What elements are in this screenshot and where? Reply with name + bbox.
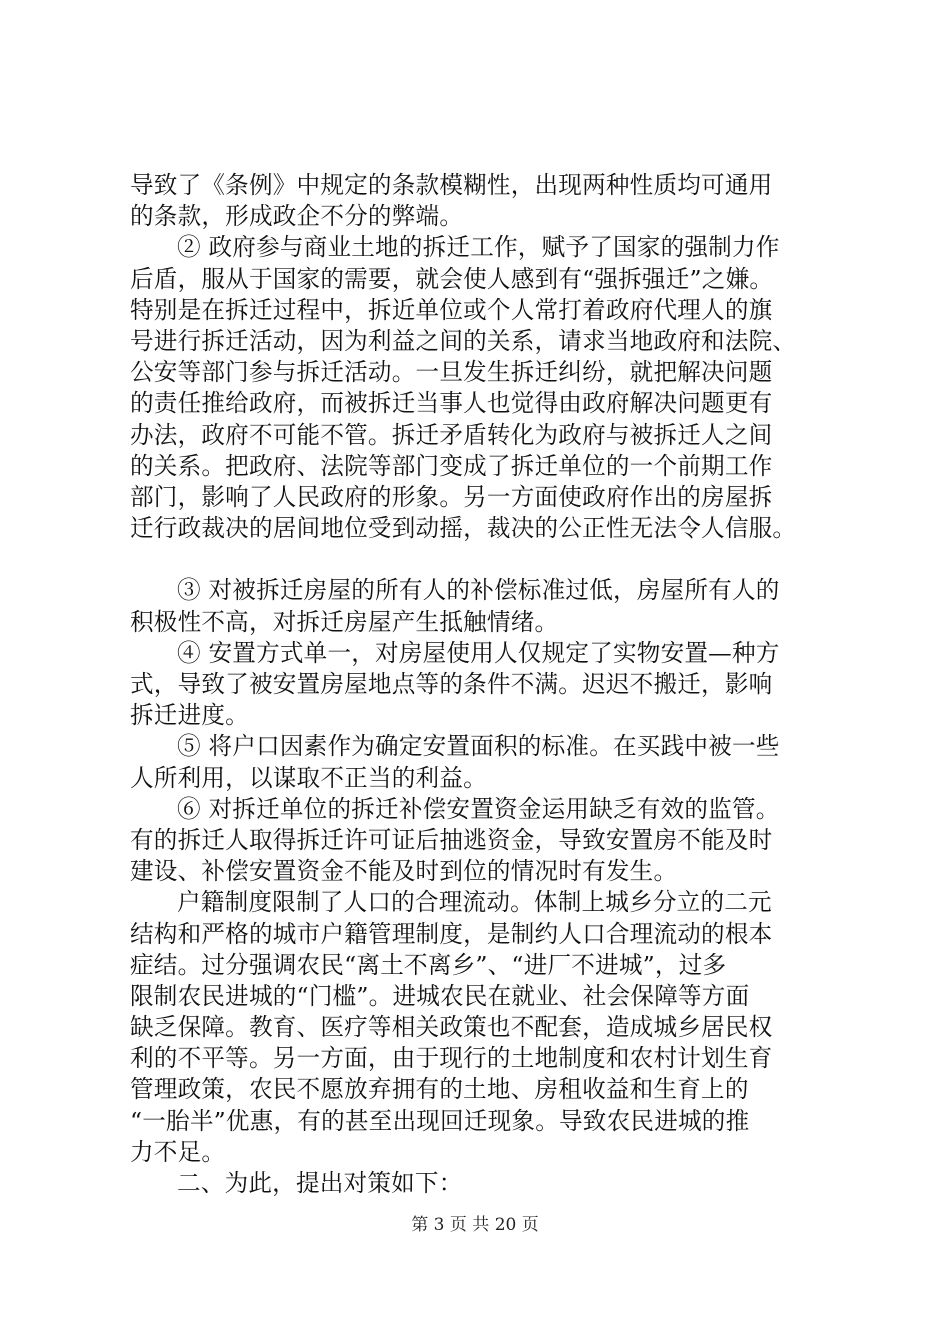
text-line: 建设、补偿安置资金不能及时到位的情况时有发生。 — [130, 857, 678, 886]
text-line: 户籍制度限制了人口的合理流动。体制上城乡分立的二元 — [177, 888, 772, 917]
text-line: 症结。过分强调农民“离土不离乡”、“进厂不进城”，过多 — [130, 950, 727, 979]
text-line: 限制农民进城的“门槛”。进城农民在就业、社会保障等方面 — [130, 981, 750, 1010]
text-line: 的责任推给政府，而被拆迁当事人也觉得由政府解决问题更有 — [130, 389, 773, 418]
text-line: 特别是在拆迁过程中，拆近单位或个人常打着政府代理人的旗 — [130, 295, 773, 324]
text-line: ⑥ 对拆迁单位的拆迁补偿安置资金运用缺乏有效的监管。 — [177, 794, 780, 823]
text-line: 积极性不高，对拆迁房屋产生抵触情绪。 — [130, 607, 559, 636]
text-line: 人所利用，以谋取不正当的利益。 — [130, 763, 487, 792]
document-body — [130, 170, 830, 1199]
paragraph-gap — [130, 544, 830, 575]
text-line: 号进行拆迁活动，因为利益之间的关系，请求当地政府和法院、 — [130, 326, 797, 355]
text-line: 利的不平等。另一方面，由于现行的土地制度和农村计划生育 — [130, 1044, 773, 1073]
text-line: 的关系。把政府、法院等部门变成了拆迁单位的一个前期工作 — [130, 451, 773, 480]
section-heading: 二、为此，提出对策如下： — [177, 1169, 463, 1197]
text-line: 力不足。 — [130, 1137, 226, 1166]
text-line: 缺乏保障。教育、医疗等相关政策也不配套，造成城乡居民权 — [130, 1013, 773, 1042]
text-line: 办法，政府不可能不管。拆迁矛盾转化为政府与被拆迁人之间 — [130, 420, 773, 449]
text-line: ② 政府参与商业土地的拆迁工作，赋予了国家的强制力作 — [177, 233, 780, 262]
text-line: 公安等部门参与拆迁活动。一旦发生拆迁纠纷，就把解决问题 — [130, 358, 773, 387]
text-line: 后盾，服从于国家的需要，就会使人感到有“强拆强迁”之嫌。 — [130, 264, 774, 293]
text-line: ④ 安置方式单一，对房屋使用人仅规定了实物安置—种方 — [177, 638, 780, 667]
text-line: 部门，影响了人民政府的形象。另一方面使政府作出的房屋拆 — [130, 482, 773, 511]
text-line: 拆迁进度。 — [130, 701, 249, 730]
page-footer: 第 3 页 共 20 页 — [411, 1215, 539, 1235]
text-line: 有的拆迁人取得拆迁许可证后抽逃资金，导致安置房不能及时 — [130, 825, 773, 854]
text-line: “一胎半”优惠，有的甚至出现回迁现象。导致农民进城的推 — [130, 1106, 750, 1135]
text-line: ⑤ 将户口因素作为确定安置面积的标准。在买践中被一些 — [177, 732, 780, 761]
text-line: 的条款，形成政企不分的弊端。 — [130, 202, 464, 231]
text-line: 管理政策，农民不愿放弃拥有的土地、房租收益和生育上的 — [130, 1075, 749, 1104]
text-line: 导致了《条例》中规定的条款模糊性，出现两种性质均可通用 — [130, 171, 773, 199]
text-line: 结构和严格的城市户籍管理制度，是制约人口合理流动的根本 — [130, 919, 773, 948]
text-line: 式，导致了被安置房屋地点等的条件不满。迟迟不搬迁，影响 — [130, 670, 773, 698]
text-line: ③ 对被拆迁房屋的所有人的补偿标准过低，房屋所有人的 — [177, 576, 780, 605]
text-line: 迁行政裁决的居间地位受到动摇，裁决的公正性无法令人信服。 — [130, 514, 797, 543]
